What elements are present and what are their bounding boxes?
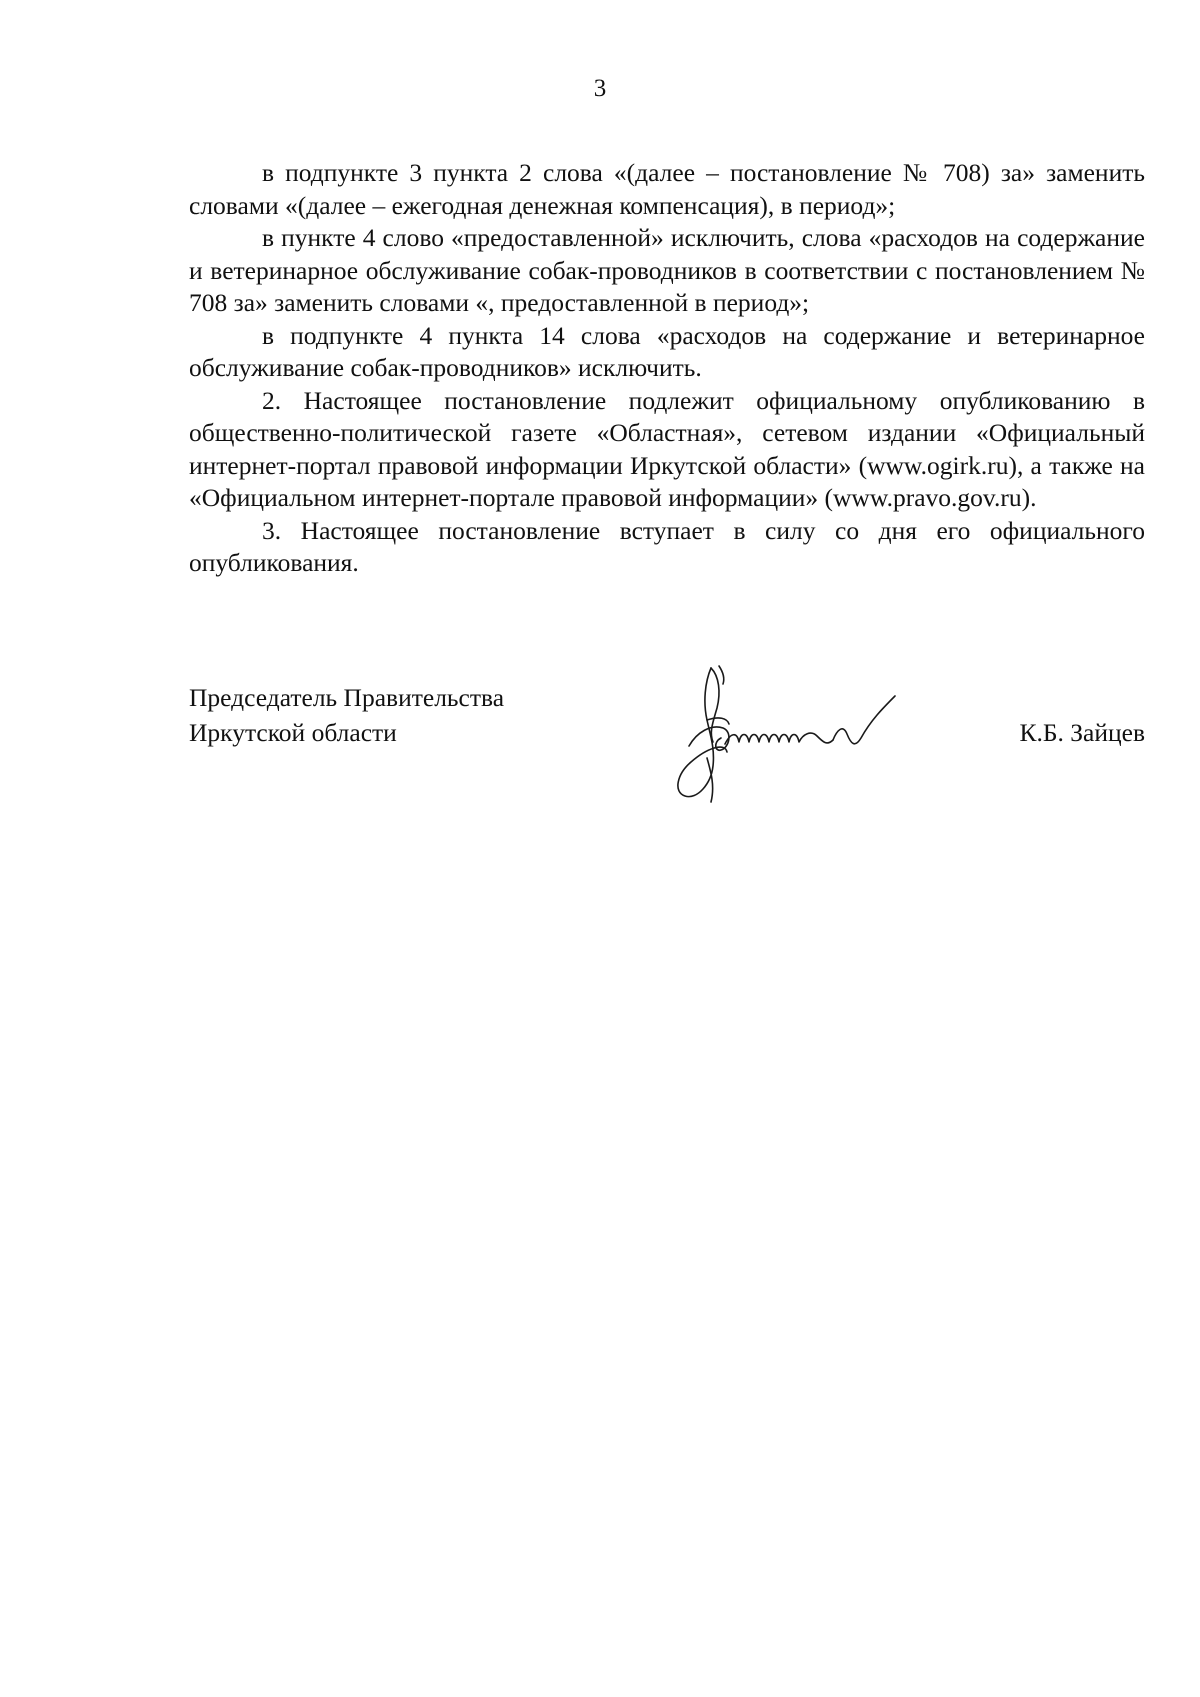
signer-title-line-1: Председатель Правительства bbox=[189, 683, 505, 712]
paragraph-publication: 2. Настоящее постановление подлежит официальному опубликованию в общественно-политической газете «Областная», сетевом издании «Официальный интернет-портал правовой информации Иркутской области» (www.ogirk.ru), а также на «Официальном интернет-портале правовой информации» (www.pravo.gov.ru). bbox=[189, 385, 1145, 512]
paragraph-subpoint-3-point-2: в подпункте 3 пункта 2 слова «(далее – постановление № 708) за» заменить словами «(далее – ежегодная денежная компенсация), в период»; bbox=[189, 158, 1145, 220]
paragraph-effective-date: 3. Настоящее постановление вступает в силу со дня его официального опубликования. bbox=[189, 515, 1145, 577]
signer-title-line-2: Иркутской области bbox=[189, 718, 397, 747]
paragraph-subpoint-4-point-14: в подпункте 4 пункта 14 слова «расходов на содержание и ветеринарное обслуживание собак-проводников» исключить. bbox=[189, 320, 1145, 382]
signer-name: К.Б. Зайцев bbox=[1019, 718, 1145, 747]
page-number: 3 bbox=[593, 75, 607, 102]
paragraph-point-4: в пункте 4 слово «предоставленной» исключить, слова «расходов на содержание и ветеринарное обслуживание собак-проводников в соответствии с постановлением № 708 за» заменить словами «, предоставленной в период»; bbox=[189, 223, 1145, 317]
signer-title bbox=[189, 680, 504, 750]
signature-block bbox=[189, 680, 1145, 820]
handwritten-signature bbox=[667, 662, 927, 822]
document-body bbox=[189, 157, 1145, 580]
